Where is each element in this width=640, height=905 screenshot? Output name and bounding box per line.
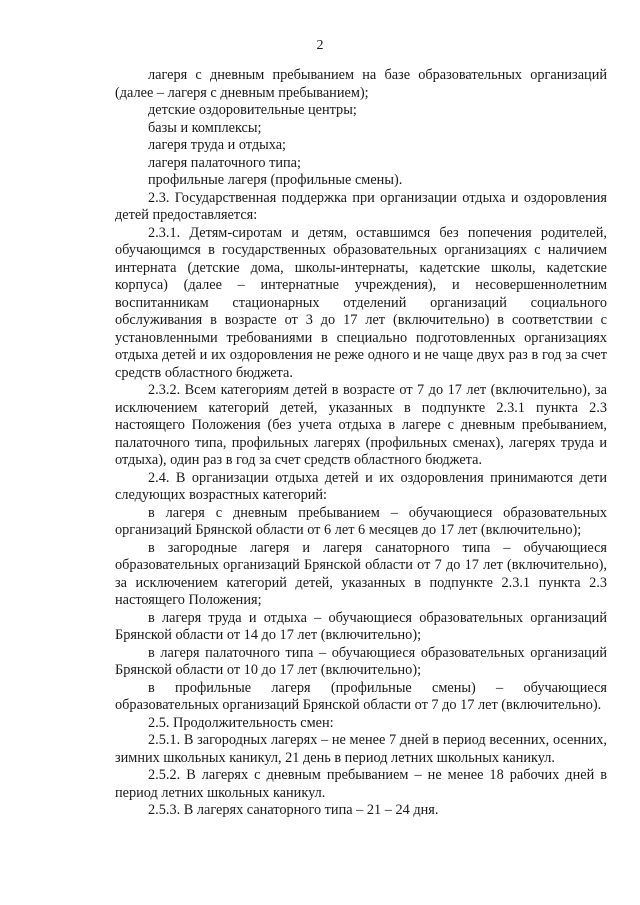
- paragraph: 2.4. В организации отдыха детей и их оздоровления принимаются дети следующих возрастных категорий:: [115, 469, 607, 503]
- paragraph: в лагеря труда и отдыха – обучающиеся образовательных организаций Брянской области от 14 до 17 лет (включительно);: [115, 609, 607, 643]
- paragraph: 2.5.3. В лагерях санаторного типа – 21 – 24 дня.: [148, 802, 439, 818]
- paragraph: в загородные лагеря и лагеря санаторного типа – обучающиеся образовательных организаций Брянской области от 7 до 17 лет (включительно), за исключением категорий детей, указанных в подпункте 2.3.1 пункта 2.3 настоящего Положения;: [115, 539, 607, 608]
- paragraph: 2.5.2. В лагерях с дневным пребыванием – не менее 18 рабочих дней в период летних школьных каникул.: [115, 767, 607, 801]
- paragraph: в лагеря с дневным пребыванием – обучающиеся образовательных организаций Брянской области от 6 лет 6 месяцев до 17 лет (включительно);: [115, 504, 607, 538]
- paragraph: 2.3. Государственная поддержка при организации отдыха и оздоровления детей предоставляется:: [115, 189, 607, 223]
- paragraph: лагеря палаточного типа;: [148, 154, 301, 171]
- paragraph: 2.3.1. Детям-сиротам и детям, оставшимся без попечения родителей, обучающимся в государственных образовательных организациях с наличием интерната (детские дома, школы-интернаты, кадетские школы, кадетские корпуса) (далее – интернатные учреждения), и несовершеннолетним воспитанникам стационарных отделений организаций социального обслуживания в возрасте от 3 до 17 лет (включительно) в соответствии с установленными требованиями в специально подготовленных организациях отдыха детей и их оздоровления не реже одного и не чаще двух раз в год за счет средств областного бюджета.: [115, 224, 607, 381]
- paragraph: профильные лагеря (профильные смены).: [148, 172, 403, 188]
- paragraph: детские оздоровительные центры;: [148, 102, 357, 118]
- paragraph: 2.5.1. В загородных лагерях – не менее 7 дней в период весенних, осенних, зимних школьных каникул, 21 день в период летних школьных каникул.: [115, 732, 607, 766]
- paragraph: в лагеря палаточного типа – обучающиеся образовательных организаций Брянской области от 10 до 17 лет (включительно);: [115, 644, 607, 678]
- paragraph: 2.3.2. Всем категориям детей в возрасте от 7 до 17 лет (включительно), за исключением категорий детей, указанных в подпункте 2.3.1 пункта 2.3 настоящего Положения (без учета отдыха в лагере с дневным пребыванием, палаточного типа, профильных лагерях (профильных сменах), лагерях труда и отдыха), один раз в год за счет средств областного бюджета.: [115, 382, 607, 468]
- paragraph: лагеря с дневным пребыванием на базе образовательных организаций (далее – лагеря с дневным пребыванием);: [115, 67, 607, 101]
- document-body: [115, 67, 607, 820]
- paragraph: базы и комплексы;: [148, 119, 262, 136]
- paragraph: в профильные лагеря (профильные смены) – обучающиеся образовательных организаций Брянской области от 7 до 17 лет (включительно).: [115, 679, 607, 713]
- paragraph: 2.5. Продолжительность смен:: [148, 714, 334, 731]
- page-number: 2: [316, 38, 324, 53]
- paragraph: лагеря труда и отдыха;: [148, 137, 287, 153]
